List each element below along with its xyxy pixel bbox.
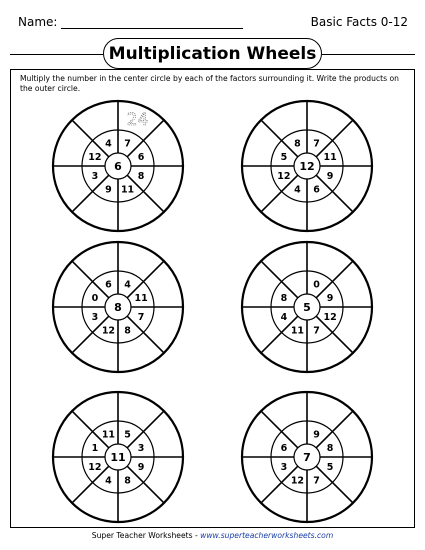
factor-number: 9 [313,429,320,441]
factor-number: 6 [280,442,288,454]
footer-link[interactable]: www.superteacherworksheets.com [200,531,334,540]
factor-number: 0 [313,279,320,291]
factor-number: 4 [105,475,112,487]
factor-number: 12 [323,312,337,324]
factor-number: 7 [313,325,320,337]
factor-number: 8 [294,138,301,150]
factor-number: 12 [277,171,291,183]
spoke-line [72,261,109,298]
factor-number: 11 [323,151,337,163]
factor-number: 6 [137,151,145,163]
spoke-line [316,261,353,298]
factor-number: 7 [313,475,320,487]
multiplication-wheel [53,101,183,231]
center-number: 7 [303,451,311,464]
factor-number: 12 [88,462,102,474]
multiplication-wheel [53,392,183,522]
spoke-line [261,120,298,157]
factor-number: 0 [91,292,99,304]
factor-number: 6 [313,184,320,196]
factor-number: 7 [124,138,131,150]
factor-number: 3 [91,312,99,324]
spoke-line [316,411,353,448]
worksheet-title: Multiplication Wheels [103,38,322,69]
factor-number: 12 [88,151,102,163]
center-number: 8 [114,301,122,314]
multiplication-wheel [242,242,372,372]
name-label: Name: [18,15,58,29]
factor-number: 4 [124,279,131,291]
center-number: 12 [299,160,315,173]
factor-number: 5 [326,462,334,474]
factor-number: 12 [101,325,116,337]
center-number: 5 [303,301,311,314]
spoke-line [127,466,164,503]
factor-number: 9 [105,184,112,196]
spoke-line [127,411,164,448]
factor-number: 11 [101,429,116,441]
factor-number: 9 [326,171,334,183]
factor-number: 6 [105,279,112,291]
center-number: 6 [114,160,122,173]
factor-number: 5 [280,151,288,163]
subject-label: Basic Facts 0-12 [310,15,408,29]
spoke-line [261,261,298,298]
factor-number: 4 [280,312,288,324]
factor-number: 9 [137,462,145,474]
factor-number: 11 [120,184,135,196]
factor-number: 7 [137,312,145,324]
factor-number: 9 [326,292,334,304]
factor-number: 4 [294,184,301,196]
spoke-line [127,316,164,353]
factor-number: 8 [280,292,288,304]
multiplication-wheel [242,101,372,231]
factor-number: 3 [137,442,145,454]
factor-number: 4 [105,138,112,150]
factor-number: 11 [290,325,305,337]
answer-cell[interactable]: 24 [126,109,149,130]
footer-prefix: Super Teacher Worksheets - [91,531,201,540]
factor-number: 5 [124,429,131,441]
factor-number: 12 [290,475,305,487]
factor-number: 7 [313,138,320,150]
instructions: Multiply the number in the center circle by each of the factors surrounding it. Write the products on the outer circle. [20,74,399,93]
factor-number: 8 [137,171,145,183]
spoke-line [316,175,353,212]
factor-number: 8 [124,325,131,337]
factor-number: 1 [91,442,99,454]
spoke-line [316,466,353,503]
factor-number: 3 [280,462,288,474]
factor-number: 8 [124,475,131,487]
multiplication-wheel [53,242,183,372]
factor-number: 8 [326,442,334,454]
spoke-line [72,175,109,212]
spoke-line [261,411,298,448]
factor-number: 3 [91,171,99,183]
multiplication-wheel [242,392,372,522]
factor-number: 11 [134,292,148,304]
center-number: 11 [110,451,126,464]
footer [0,531,425,540]
